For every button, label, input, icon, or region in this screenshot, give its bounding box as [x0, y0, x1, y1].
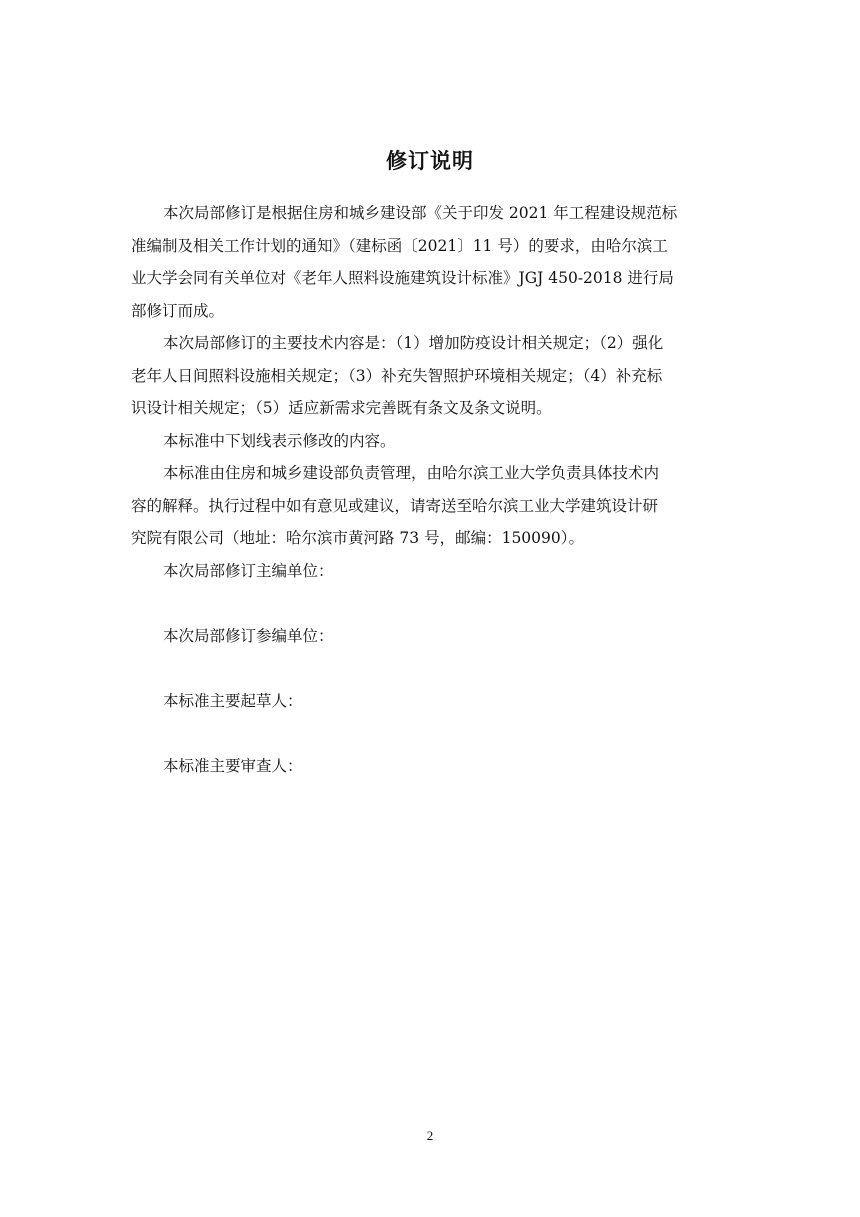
text-line: 识设计相关规定；（5）适应新需求完善既有条文及条文说明。: [131, 399, 552, 417]
text-line: 老年人日间照料设施相关规定；（3）补充失智照护环境相关规定；（4）补充标: [131, 366, 663, 385]
paragraph-underline-note: [131, 425, 735, 458]
paragraph-technical-content: [131, 327, 735, 425]
field-chief-editor-unit: 本次局部修订主编单位：: [163, 561, 334, 580]
page-title: 修订说明: [386, 149, 474, 173]
text-line: 本标准中下划线表示修改的内容。: [163, 431, 396, 450]
blank-line: [131, 717, 735, 750]
text-line: 本次局部修订的主要技术内容是：（1）增加防疫设计相关规定；（2）强化: [163, 334, 664, 352]
text-line: 部修订而成。: [131, 301, 225, 320]
field-drafters: 本标准主要起草人：: [163, 691, 303, 710]
paragraph-management: [131, 457, 735, 555]
page-number: 2: [426, 1128, 434, 1143]
field-participating-unit: 本次局部修订参编单位：: [163, 626, 334, 645]
blank-line: [131, 587, 735, 620]
blank-line: [131, 652, 735, 685]
text-line: 究院有限公司（地址：哈尔滨市黄河路 73 号，邮编：150090）。: [131, 529, 584, 547]
text-line: 本次局部修订是根据住房和城乡建设部《关于印发 2021 年工程建设规范标: [163, 204, 678, 222]
text-line: 容的解释。执行过程中如有意见或建议，请寄送至哈尔滨工业大学建筑设计研: [131, 496, 659, 515]
text-line: 本标准由住房和城乡建设部负责管理，由哈尔滨工业大学负责具体技术内: [163, 464, 660, 482]
text-line: 准编制及相关工作计划的通知》（建标函〔2021〕11 号）的要求，由哈尔滨工: [131, 236, 668, 255]
paragraph-revision-basis: [131, 197, 735, 327]
text-line: 业大学会同有关单位对《老年人照料设施建筑设计标准》JGJ 450-2018 进行局: [131, 269, 674, 287]
field-reviewers: 本标准主要审查人：: [163, 756, 303, 775]
document-body: [131, 197, 735, 782]
